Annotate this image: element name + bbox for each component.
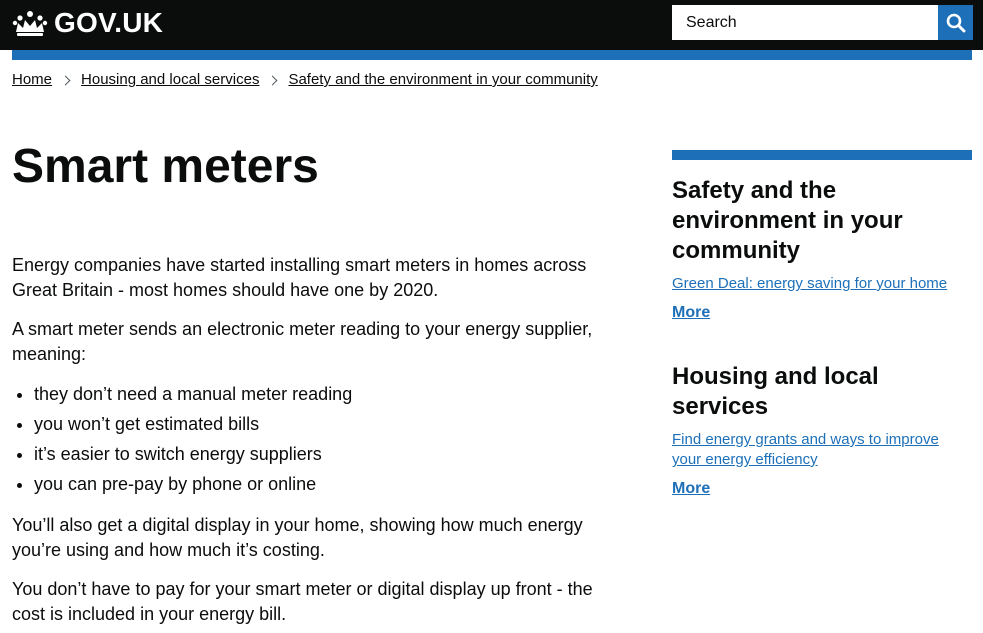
chevron-right-icon — [268, 75, 278, 85]
govuk-logo-link[interactable] — [12, 7, 163, 39]
breadcrumb-housing[interactable]: Housing and local services — [81, 71, 260, 88]
cost-paragraph: You don’t have to pay for your smart meter or digital display up front - the cost is included in your energy bill. — [12, 579, 593, 624]
lead-paragraph: A smart meter sends an electronic meter reading to your energy supplier, meaning: — [12, 319, 593, 364]
sidebar-accent-bar — [672, 150, 972, 160]
breadcrumb — [12, 70, 598, 90]
more-link[interactable]: More — [672, 304, 711, 321]
site-header — [0, 0, 983, 50]
page-title: Smart meters — [12, 140, 319, 193]
crown-icon — [12, 10, 48, 36]
related-heading: Safety and the environment in your community — [672, 177, 903, 264]
chevron-right-icon — [61, 75, 71, 85]
intro-paragraph: Energy companies have started installing smart meters in homes across Great Britain - most homes should have one by 2020. — [12, 255, 587, 300]
header-accent-bar — [12, 50, 972, 60]
related-section-housing — [672, 362, 972, 498]
search-form — [672, 5, 973, 40]
related-link-green-deal[interactable]: Green Deal: energy saving for your home — [672, 275, 948, 292]
benefits-list — [34, 379, 622, 499]
list-item: • you can pre-pay by phone or online — [34, 469, 622, 499]
breadcrumb-safety[interactable]: Safety and the environment in your community — [288, 71, 598, 88]
main-content — [12, 253, 622, 633]
search-button[interactable] — [938, 5, 973, 40]
related-section-safety — [672, 176, 972, 322]
search-input[interactable] — [672, 5, 938, 40]
more-link[interactable]: More — [672, 480, 711, 497]
list-item: • you won’t get estimated bills — [34, 409, 622, 439]
logo-text: GOV.UK — [54, 7, 164, 38]
list-item: • they don’t need a manual meter reading — [34, 379, 622, 409]
related-link-energy-grants[interactable]: Find energy grants and ways to improve your energy efficiency — [672, 431, 939, 468]
related-heading: Housing and local services — [672, 363, 879, 420]
search-icon — [946, 13, 966, 33]
list-item: • it’s easier to switch energy suppliers — [34, 439, 622, 469]
breadcrumb-home[interactable]: Home — [12, 71, 53, 88]
related-content-sidebar — [672, 150, 972, 538]
display-paragraph: You’ll also get a digital display in your home, showing how much energy you’re using and how much it’s costing. — [12, 515, 583, 560]
